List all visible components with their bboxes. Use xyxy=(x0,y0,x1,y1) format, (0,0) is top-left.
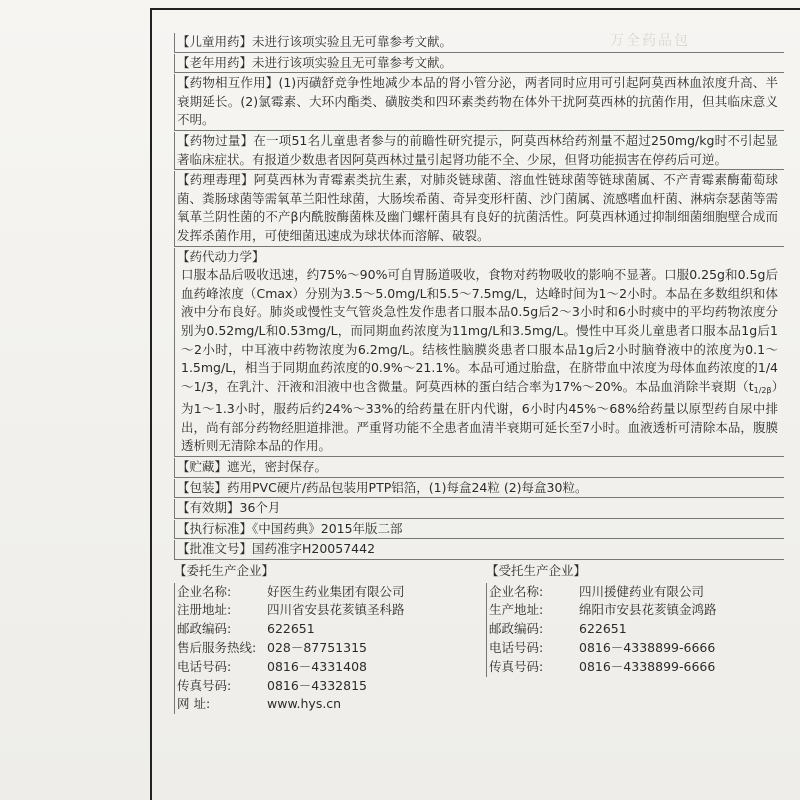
section-children: 【儿童用药】未进行该项实验且无可靠参考文献。 xyxy=(174,33,784,53)
info-value: www.hys.cn xyxy=(267,696,342,712)
info-key: 电话号码: xyxy=(489,640,544,656)
info-value: 0816－4338899-6666 xyxy=(579,640,716,656)
info-key: 企业名称: xyxy=(177,583,232,599)
section-pharmacokinetics xyxy=(174,248,784,458)
info-row xyxy=(174,601,472,620)
section-overdose: 【药物过量】在一项51名儿童患者参与的前瞻性研究提示，阿莫西林给药剂量不超过250mg/kg时不引起显著临床症状。有报道少数患者因阿莫西林过量引起肾功能不全、少尿，但肾功能损害在停药后可逆。 xyxy=(174,132,784,170)
info-row xyxy=(174,620,472,639)
section-approval: 【批准文号】国药准字H20057442 xyxy=(174,540,784,560)
info-key: 网 址: xyxy=(177,696,211,712)
section-validity: 【有效期】36个月 xyxy=(174,499,784,519)
info-row xyxy=(486,620,784,639)
info-value: 028－87751315 xyxy=(267,640,367,656)
info-row xyxy=(174,583,472,602)
bleed-through-text: 万全药品包 xyxy=(610,33,690,49)
info-value: 好医生药业集团有限公司 xyxy=(267,583,405,599)
info-key: 传真号码: xyxy=(177,677,232,693)
info-value: 四川省安县花荄镇圣科路 xyxy=(267,602,405,618)
info-row xyxy=(174,695,472,714)
entrusting-company xyxy=(174,562,472,714)
info-row xyxy=(486,658,784,677)
section-storage: 【贮藏】遮光，密封保存。 xyxy=(174,458,784,478)
info-row xyxy=(174,658,472,677)
section-standard: 【执行标准】《中国药典》2015年版二部 xyxy=(174,520,784,540)
half-life-subscript: 1/2β xyxy=(753,385,772,395)
info-value: 622651 xyxy=(267,621,315,637)
info-value: 0816－4331408 xyxy=(267,658,367,674)
info-row xyxy=(174,639,472,658)
info-value: 四川援健药业有限公司 xyxy=(579,583,705,599)
pk-title: 【药代动力学】 xyxy=(177,248,265,264)
pk-body xyxy=(177,266,778,456)
section-pharmacology: 【药理毒理】阿莫西林为青霉素类抗生素，对肺炎链球菌、溶血性链球菌等链球菌属、不产青霉素酶葡萄球菌、粪肠球菌等需氧革兰阳性球菌，大肠埃希菌、奇异变形杆菌、沙门菌属、流感嗜血杆菌、淋病奈瑟菌等需氧革兰阴性菌的不产β内酰胺酶菌株及幽门螺杆菌具有良好的抗菌活性。阿莫西林通过抑制细菌细胞壁合成而发挥杀菌作用，可使细菌迅速成为球状体而溶解、破裂。 xyxy=(174,171,784,246)
entrusted-company xyxy=(472,562,784,714)
entrusted-title: 【受托生产企业】 xyxy=(486,563,587,579)
info-key: 电话号码: xyxy=(177,658,232,674)
info-key: 邮政编码: xyxy=(489,621,544,637)
manufacturer-info xyxy=(174,562,784,714)
pk-body-part-2: ）为1～1.3小时，服药后约24%～33%的给药量在肝内代谢，6小时内45%～68%给药量以原型药自尿中排出，尚有部分药物经胆道排泄。严重肾功能不全患者血清半衰期可延长至7小时。血液透析可清除本品，腹膜透析则无清除本品的作用。 xyxy=(181,378,778,454)
info-row xyxy=(486,601,784,620)
leaflet-content xyxy=(174,33,784,714)
info-value: 绵阳市安县花荄镇金鸿路 xyxy=(579,602,717,618)
info-row xyxy=(174,677,472,696)
info-key: 传真号码: xyxy=(489,658,544,674)
info-row xyxy=(486,583,784,602)
info-key: 售后服务热线: xyxy=(177,640,257,656)
section-elderly: 【老年用药】未进行该项实验且无可靠参考文献。 xyxy=(174,54,784,74)
section-package: 【包装】药用PVC硬片/药品包装用PTP铝箔，(1)每盒24粒 (2)每盒30粒。 xyxy=(174,479,784,499)
pk-body-part-1: 口服本品后吸收迅速，约75%～90%可自胃肠道吸收，食物对药物吸收的影响不显著。口服0.25g和0.5g后血药峰浓度（Cmax）分别为3.5～5.0mg/L和5.5～7.5mg/L，达峰时间为1～2小时。本品在多数组织和体液中分布良好。肺炎或慢性支气管炎急性发作患者口服本品0.5g后2～3小时和6小时痰中的平均药物浓度分别为0.52mg/L和0.53mg/L，而同期血药浓度为11mg/L和3.5mg/L。慢性中耳炎儿童患者口服本品1g后1～2小时，中耳液中药物浓度为6.2mg/L。结核性脑膜炎患者口服本品1g后2小时脑脊液中的浓度为0.1～1.5mg/L，相当于同期血药浓度的0.9%～21.1%。本品可通过胎盘，在脐带血中浓度为母体血药浓度的1/4～1/3，在乳汁、汗液和泪液中也含微量。阿莫西林的蛋白结合率为17%～20%。本品血消除半衰期（t xyxy=(181,267,778,394)
section-interaction: 【药物相互作用】(1)丙磺舒竞争性地减少本品的肾小管分泌，两者同时应用可引起阿莫西林血浓度升高、半衰期延长。(2)氯霉素、大环内酯类、磺胺类和四环素类药物在体外干扰阿莫西林的抗菌作用，但其临床意义不明。 xyxy=(174,74,784,131)
entrusting-title: 【委托生产企业】 xyxy=(174,563,275,579)
info-row xyxy=(486,639,784,658)
info-value: 0816－4332815 xyxy=(267,677,367,693)
info-key: 邮政编码: xyxy=(177,621,232,637)
info-value: 622651 xyxy=(579,621,627,637)
info-value: 0816－4338899-6666 xyxy=(579,658,716,674)
info-key: 企业名称: xyxy=(489,583,544,599)
info-key: 生产地址: xyxy=(489,602,544,618)
info-key: 注册地址: xyxy=(177,602,232,618)
